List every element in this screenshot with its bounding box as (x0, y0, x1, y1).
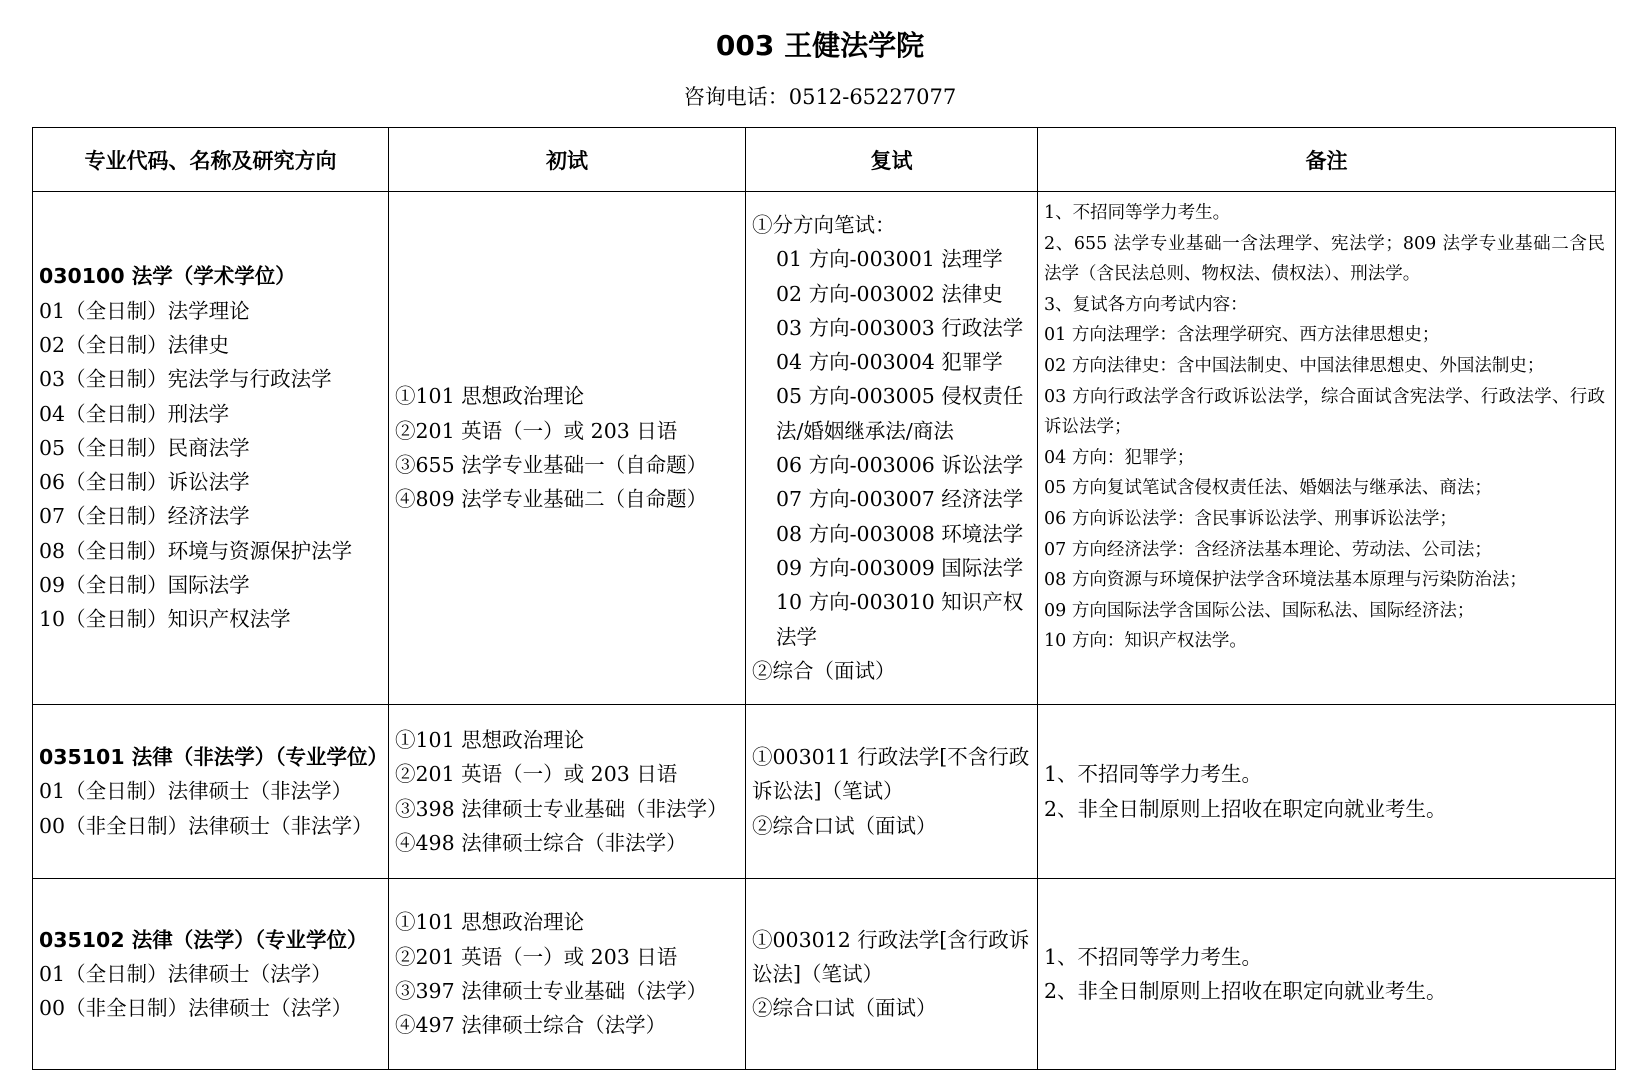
direction-item: 06（全日制）诉讼法学 (39, 470, 250, 495)
column-header-retest: 复试 (746, 128, 1038, 192)
retest-item: ②综合口试（面试） (752, 996, 937, 1021)
note-item: 3、复试各方向考试内容： (1044, 294, 1248, 315)
column-header-major: 专业代码、名称及研究方向 (33, 128, 389, 192)
retest-item: 02 方向-003002 法律史 (776, 281, 1003, 306)
exam-item: ①101 思想政治理论 (395, 910, 585, 935)
note-item: 05 方向复试笔试含侵权责任法、婚姻法与继承法、商法； (1044, 478, 1492, 499)
note-item: 02 方向法律史：含中国法制史、中国法律思想史、外国法制史； (1044, 355, 1545, 376)
table-row (33, 192, 1616, 705)
exam-item: ①101 思想政治理论 (395, 384, 585, 409)
note-item: 01 方向法理学：含法理学研究、西方法律思想史； (1044, 325, 1440, 346)
retest-item: 10 方向-003010 知识产权法学 (776, 590, 1024, 649)
notes-cell (1038, 879, 1616, 1070)
exam-cell (389, 192, 746, 705)
page-title: 003 王健法学院 (715, 29, 925, 62)
exam-item: ②201 英语（一）或 203 日语 (395, 762, 678, 787)
note-item: 1、不招同等学力考生。 (1044, 762, 1263, 787)
direction-item: 05（全日制）民商法学 (39, 435, 250, 460)
exam-cell (389, 879, 746, 1070)
exam-item: ①101 思想政治理论 (395, 727, 585, 752)
note-item: 1、不招同等学力考生。 (1044, 203, 1231, 223)
direction-item: 02（全日制）法律史 (39, 332, 230, 357)
note-item: 04 方向：犯罪学； (1044, 447, 1195, 468)
exam-item: ②201 英语（一）或 203 日语 (395, 944, 678, 969)
direction-item: 01（全日制）法律硕士（非法学） (39, 779, 353, 804)
note-item: 06 方向诉讼法学：含民事诉讼法学、刑事诉讼法学； (1044, 508, 1457, 529)
exam-item: ③397 法律硕士专业基础（法学） (395, 979, 708, 1003)
direction-item: 00（非全日制）法律硕士（非法学） (39, 813, 373, 838)
direction-item: 01（全日制）法律硕士（法学） (39, 961, 332, 986)
major-cell (33, 879, 389, 1070)
exam-item: ④497 法律硕士综合（法学） (395, 1013, 667, 1038)
note-item: 10 方向：知识产权法学。 (1044, 631, 1247, 652)
exam-item: ②201 英语（一）或 203 日语 (395, 418, 678, 443)
retest-intro: ①分方向笔试： (752, 213, 896, 237)
direction-item: 03（全日制）宪法学与行政法学 (39, 367, 332, 392)
direction-item: 07（全日制）经济法学 (39, 504, 250, 529)
note-item: 1、不招同等学力考生。 (1044, 944, 1263, 969)
notes-cell (1038, 192, 1616, 705)
admissions-table (32, 127, 1616, 1070)
retest-cell (746, 192, 1038, 705)
note-item: 07 方向经济法学：含经济法基本理论、劳动法、公司法； (1044, 539, 1492, 560)
note-item: 03 方向行政法学含行政诉讼法学，综合面试含宪法学、行政法学、行政诉讼法学； (1044, 386, 1605, 438)
retest-item: ②综合口试（面试） (752, 813, 937, 838)
direction-item: 10（全日制）知识产权法学 (39, 607, 291, 632)
table-row (33, 705, 1616, 879)
exam-item: ③655 法学专业基础一（自命题） (395, 453, 708, 477)
table-header-row (33, 128, 1616, 192)
exam-cell (389, 705, 746, 879)
direction-item: 08（全日制）环境与资源保护法学 (39, 538, 353, 563)
exam-item: ③398 法律硕士专业基础（非法学） (395, 796, 728, 821)
major-heading: 030100 法学（学术学位） (39, 264, 296, 289)
retest-item: 03 方向-003003 行政法学 (776, 315, 1024, 340)
direction-item: 00（非全日制）法律硕士（法学） (39, 996, 353, 1021)
retest-item: 04 方向-003004 犯罪学 (776, 350, 1003, 375)
direction-item: 04（全日制）刑法学 (39, 401, 230, 426)
retest-item: ①003011 行政法学[不含行政诉讼法]（笔试） (752, 745, 1030, 804)
notes-cell (1038, 705, 1616, 879)
exam-item: ④809 法学专业基础二（自命题） (395, 487, 708, 512)
retest-item: ①003012 行政法学[含行政诉讼法]（笔试） (752, 927, 1030, 986)
direction-item: 01（全日制）法学理论 (39, 298, 250, 323)
direction-item: 09（全日制）国际法学 (39, 573, 250, 598)
major-cell (33, 192, 389, 705)
exam-item: ④498 法律硕士综合（非法学） (395, 830, 687, 855)
note-item: 2、非全日制原则上招收在职定向就业考生。 (1044, 979, 1447, 1003)
retest-cell (746, 705, 1038, 879)
retest-cell (746, 879, 1038, 1070)
note-item: 09 方向国际法学含国际公法、国际私法、国际经济法； (1044, 600, 1475, 621)
note-item: 08 方向资源与环境保护法学含环境法基本原理与污染防治法； (1044, 570, 1527, 591)
column-header-notes: 备注 (1038, 128, 1616, 192)
column-header-initial-exam: 初试 (389, 128, 746, 192)
retest-item: 08 方向-003008 环境法学 (776, 521, 1024, 546)
table-row (33, 879, 1616, 1070)
retest-item: 05 方向-003005 侵权责任法/婚姻继承法/商法 (776, 384, 1024, 443)
retest-outro: ②综合（面试） (752, 658, 896, 683)
retest-item: 07 方向-003007 经济法学 (776, 487, 1024, 512)
major-heading: 035102 法律（法学）（专业学位） (39, 927, 368, 952)
retest-item: 09 方向-003009 国际法学 (776, 555, 1024, 580)
major-cell (33, 705, 389, 879)
note-item: 2、非全日制原则上招收在职定向就业考生。 (1044, 796, 1447, 821)
retest-item: 06 方向-003006 诉讼法学 (776, 453, 1024, 478)
retest-item: 01 方向-003001 法理学 (776, 247, 1003, 272)
consult-phone: 咨询电话：0512-65227077 (683, 85, 957, 109)
note-item: 2、655 法学专业基础一含法理学、宪法学；809 法学专业基础二含民法学（含民法总则、物权法、债权法）、刑法学。 (1044, 233, 1605, 285)
major-heading: 035101 法律（非法学）（专业学位） (39, 745, 388, 770)
